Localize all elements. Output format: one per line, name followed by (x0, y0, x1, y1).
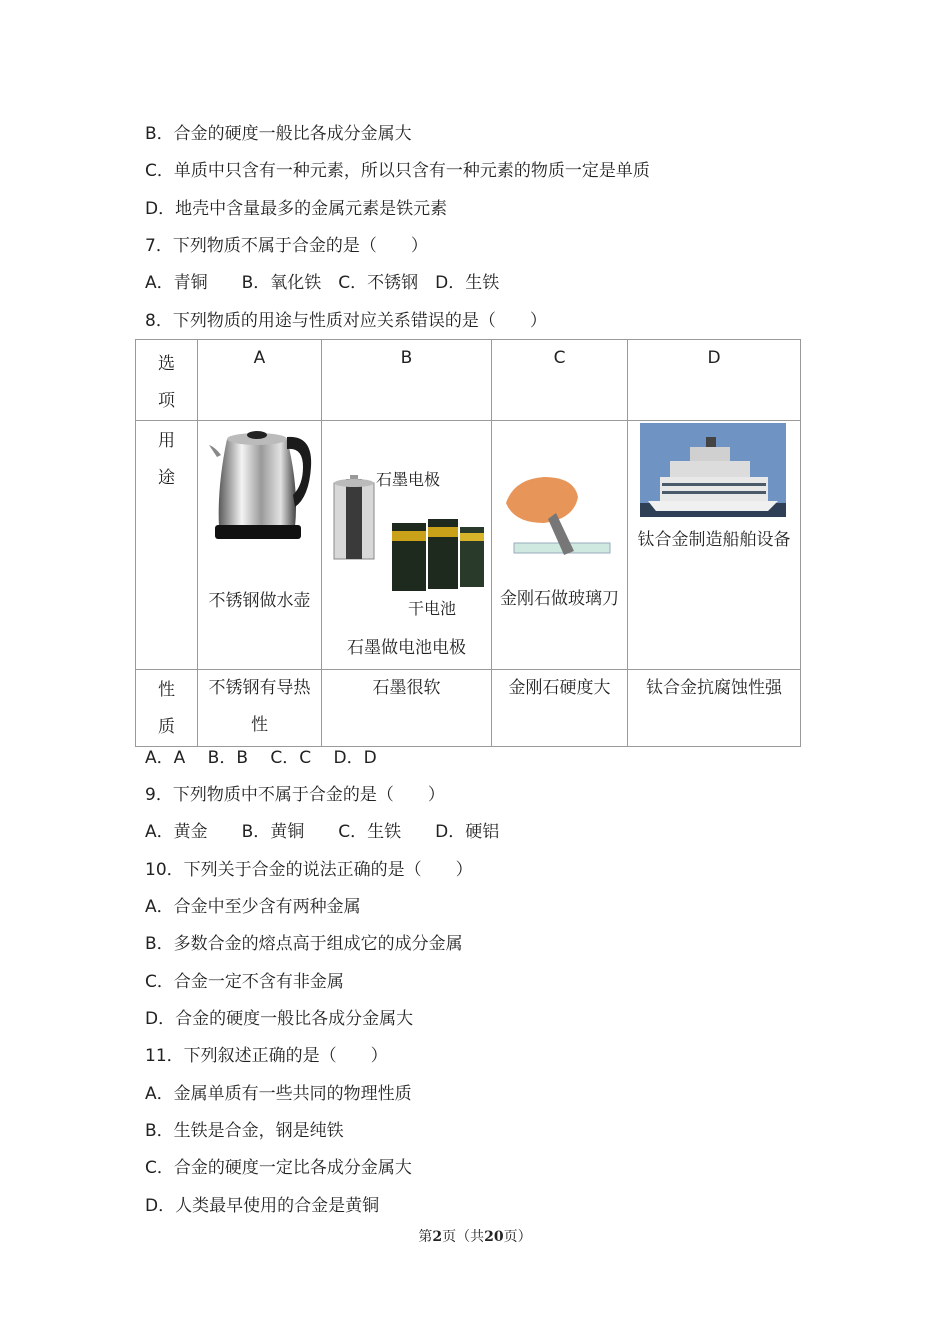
option-line: C．合金一定不含有非金属 (145, 972, 344, 992)
option-line: C．单质中只含有一种元素，所以只含有一种元素的物质一定是单质 (145, 161, 650, 181)
table-row-label-property: 性质 (136, 670, 198, 747)
option-line: D．人类最早使用的合金是黄铜 (145, 1196, 380, 1216)
prop-d: 钛合金抗腐蚀性强 (628, 670, 801, 747)
table-header-b: B (322, 340, 492, 421)
question-10: 10．下列关于合金的说法正确的是（ ） (145, 860, 473, 880)
prop-c: 金刚石硬度大 (492, 670, 628, 747)
kettle-image (207, 427, 317, 547)
option-line: C．合金的硬度一定比各成分金属大 (145, 1158, 412, 1178)
option-line: D．地壳中含量最多的金属元素是铁元素 (145, 199, 448, 219)
table-row-label-use: 用途 (136, 421, 198, 670)
dry-battery-label: 干电池 (408, 599, 457, 618)
table-header-c: C (492, 340, 628, 421)
options-9: A．黄金 B．黄铜 C．生铁 D．硬铝 (145, 822, 500, 842)
options-7: A．青铜 B．氧化铁 C．不锈钢 D．生铁 (145, 273, 500, 293)
option-line: B．多数合金的熔点高于组成它的成分金属 (145, 934, 463, 954)
page-footer: 第2页（共20页） (418, 1229, 532, 1245)
use-a-caption: 不锈钢做水壶 (208, 591, 311, 611)
table-header-option: 选项 (136, 340, 198, 421)
page-number: 2 (432, 1229, 443, 1245)
page-total: 20 (484, 1229, 504, 1245)
option-line: A．合金中至少含有两种金属 (145, 897, 361, 917)
option-line: A．金属单质有一些共同的物理性质 (145, 1084, 412, 1104)
graphite-electrode-label: 石墨电极 (376, 470, 441, 489)
use-d-caption: 钛合金制造船舶设备 (637, 530, 791, 550)
table-header-d: D (628, 340, 801, 421)
options-8: A．A B．B C．C D．D (145, 748, 377, 768)
question-8-table (135, 339, 801, 747)
question-7: 7．下列物质不属于合金的是（ ） (145, 236, 428, 256)
prop-b: 石墨很软 (322, 670, 492, 747)
use-b-caption: 石墨做电池电极 (347, 638, 466, 658)
ship-image (640, 423, 786, 517)
glass-cutter-image (504, 473, 614, 573)
use-c-caption: 金刚石做玻璃刀 (500, 589, 619, 609)
option-line: D．合金的硬度一般比各成分金属大 (145, 1009, 414, 1029)
option-line: B．合金的硬度一般比各成分金属大 (145, 124, 412, 144)
table-header-a: A (198, 340, 322, 421)
question-11: 11．下列叙述正确的是（ ） (145, 1046, 388, 1066)
question-9: 9．下列物质中不属于合金的是（ ） (145, 785, 445, 805)
question-8: 8．下列物质的用途与性质对应关系错误的是（ ） (145, 311, 547, 331)
option-line: B．生铁是合金，钢是纯铁 (145, 1121, 344, 1141)
prop-a: 不锈钢有导热性 (198, 670, 322, 747)
